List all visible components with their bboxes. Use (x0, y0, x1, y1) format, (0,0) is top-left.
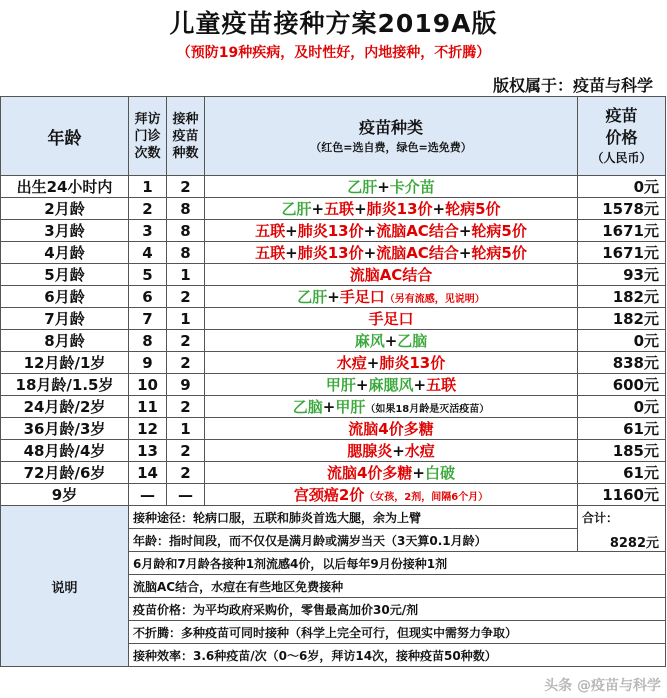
note-line: 6月龄和7月龄各接种1剂流感4价，以后每年9月份接种1剂 (129, 552, 666, 575)
age-cell: 7月龄 (1, 308, 129, 330)
table-row (1, 176, 666, 198)
price-cell: 838元 (578, 352, 666, 374)
price-cell: 0元 (578, 176, 666, 198)
price-cell: 1160元 (578, 484, 666, 506)
vaccine-cell (205, 264, 578, 286)
vaccine-name: + (363, 222, 377, 240)
table-row (1, 308, 666, 330)
visits-cell: 1 (129, 176, 167, 198)
page-title: 儿童疫苗接种方案2019A版 (169, 9, 498, 38)
price-cell: 600元 (578, 374, 666, 396)
vaccine-name: + (354, 200, 367, 218)
vaccine-cell (205, 374, 578, 396)
vaccine-name: 流脑AC结合 (349, 266, 433, 284)
doses-cell: 1 (167, 264, 205, 286)
age-cell: 8月龄 (1, 330, 129, 352)
vaccine-name: 手足口 (368, 310, 414, 328)
note-line: 接种效率：3.6种疫苗/次（0～6岁，拜访14次，接种疫苗50种数） (129, 644, 666, 667)
table-header-row (1, 97, 666, 176)
vaccine-name: + (384, 332, 398, 350)
price-cell: 61元 (578, 462, 666, 484)
table-row (1, 440, 666, 462)
vaccine-name: 卡介苗 (389, 178, 435, 196)
page-subtitle: （预防19种疾病，及时性好，内地接种，不折腾） (176, 45, 491, 61)
vaccine-cell (205, 396, 578, 418)
age-cell: 5月龄 (1, 264, 129, 286)
doses-cell: 2 (167, 286, 205, 308)
doses-cell: 8 (167, 242, 205, 264)
price-cell: 185元 (578, 440, 666, 462)
table-row (1, 286, 666, 308)
vaccine-name: 乙肝 (297, 288, 328, 306)
total-cell (578, 506, 666, 552)
age-cell: 24月龄/2岁 (1, 396, 129, 418)
price-cell: 61元 (578, 418, 666, 440)
vaccine-name: 乙脑 (397, 332, 428, 350)
note-line: 年龄：指时间段，而不仅仅是满月龄或满岁当天（3天算0.1月龄） (129, 529, 578, 552)
vaccine-name: 甲肝 (335, 398, 366, 416)
vaccine-name: 流脑4价多糖 (326, 464, 413, 482)
vaccine-name: 乙肝 (281, 200, 312, 218)
table-row (1, 418, 666, 440)
age-cell: 2月龄 (1, 198, 129, 220)
age-cell: 4月龄 (1, 242, 129, 264)
visits-cell: 6 (129, 286, 167, 308)
vaccine-cell (205, 418, 578, 440)
doses-cell: 2 (167, 440, 205, 462)
notes-section (1, 506, 666, 667)
vaccine-name: + (363, 244, 377, 262)
doses-cell: 2 (167, 396, 205, 418)
table-body (1, 176, 666, 506)
notes-label: 说明 (1, 506, 129, 667)
vaccine-name: + (327, 288, 340, 306)
vaccine-name: + (412, 464, 425, 482)
note-line: 疫苗价格：为平均政府采购价，零售最高加价30元/剂 (129, 598, 666, 621)
vaccine-name: 麻风 (354, 332, 385, 350)
vaccine-name: 五联 (324, 200, 355, 218)
vaccine-name: 流脑AC结合 (376, 222, 459, 240)
table-row (1, 352, 666, 374)
visits-cell: 2 (129, 198, 167, 220)
header-vaccine: 疫苗种类 （红色=选自费，绿色=选免费） (205, 97, 578, 176)
vaccine-name: 腮腺炎 (347, 442, 393, 460)
doses-cell: 8 (167, 220, 205, 242)
notes-row (1, 506, 666, 529)
visits-cell: 14 (129, 462, 167, 484)
price-cell: 182元 (578, 286, 666, 308)
vaccine-name: + (355, 376, 369, 394)
vaccine-cell (205, 198, 578, 220)
price-cell: 1578元 (578, 198, 666, 220)
vaccine-cell (205, 484, 578, 506)
vaccine-name: + (458, 244, 472, 262)
visits-cell: 9 (129, 352, 167, 374)
vaccine-name: + (311, 200, 325, 218)
doses-cell: 1 (167, 308, 205, 330)
doses-cell: — (167, 484, 205, 506)
vaccine-name: + (392, 442, 405, 460)
vaccine-name: + (285, 244, 298, 262)
visits-cell: 3 (129, 220, 167, 242)
header-doses: 接种 疫苗 种数 (167, 97, 205, 176)
vaccine-name: 五联 (255, 244, 286, 262)
vaccine-name: 肺炎13价 (366, 200, 433, 218)
visits-cell: 10 (129, 374, 167, 396)
visits-cell: 4 (129, 242, 167, 264)
vaccine-name: 流脑4价多糖 (348, 420, 434, 438)
visits-cell: 5 (129, 264, 167, 286)
age-cell: 6月龄 (1, 286, 129, 308)
age-cell: 出生24小时内 (1, 176, 129, 198)
vaccine-name: + (458, 222, 472, 240)
note-line: 流脑AC结合，水痘在有些地区免费接种 (129, 575, 666, 598)
vaccine-name: + (432, 200, 446, 218)
visits-cell: 12 (129, 418, 167, 440)
vaccine-cell (205, 352, 578, 374)
doses-cell: 8 (167, 198, 205, 220)
vaccine-name: 麻腮风 (368, 376, 414, 394)
watermark: 头条 @疫苗与科学 (544, 678, 661, 694)
total-label: 合计： (582, 511, 619, 525)
vaccine-cell (205, 220, 578, 242)
table-row (1, 330, 666, 352)
note-line: 接种途径：轮病口服，五联和肺炎首选大腿，余为上臂 (129, 506, 578, 529)
age-cell: 3月龄 (1, 220, 129, 242)
price-cell: 182元 (578, 308, 666, 330)
visits-cell: 11 (129, 396, 167, 418)
table-row (1, 264, 666, 286)
vaccine-cell (205, 308, 578, 330)
doses-cell: 2 (167, 352, 205, 374)
vaccine-cell (205, 462, 578, 484)
vaccine-name: 五联 (426, 376, 457, 394)
age-cell: 18月龄/1.5岁 (1, 374, 129, 396)
price-cell: 0元 (578, 330, 666, 352)
vaccine-name: 乙脑 (292, 398, 323, 416)
header-age: 年龄 (1, 97, 129, 176)
table-row (1, 198, 666, 220)
vaccine-name: + (322, 398, 336, 416)
table-row (1, 484, 666, 506)
visits-cell: — (129, 484, 167, 506)
doses-cell: 1 (167, 418, 205, 440)
vaccine-cell (205, 286, 578, 308)
visits-cell: 8 (129, 330, 167, 352)
table-row (1, 220, 666, 242)
price-cell: 1671元 (578, 242, 666, 264)
age-cell: 9岁 (1, 484, 129, 506)
table-row (1, 462, 666, 484)
vaccine-name: + (285, 222, 298, 240)
vaccine-name: 流脑AC结合 (376, 244, 459, 262)
price-cell: 1671元 (578, 220, 666, 242)
vaccine-cell (205, 440, 578, 462)
copyright-label: 版权属于：疫苗与科学 (492, 76, 653, 95)
vaccine-cell (205, 176, 578, 198)
doses-cell: 2 (167, 330, 205, 352)
vaccine-name: 肺炎13价 (297, 244, 364, 262)
vaccine-cell (205, 330, 578, 352)
header-price: 疫苗 价格 （人民币） (578, 97, 666, 176)
vaccine-name: 五联 (255, 222, 286, 240)
table-row (1, 396, 666, 418)
visits-cell: 7 (129, 308, 167, 330)
total-value: 8282元 (609, 536, 659, 551)
age-cell: 36月龄/3岁 (1, 418, 129, 440)
vaccine-name: 肺炎13价 (379, 354, 446, 372)
vaccine-name: 宫颈癌2价 (293, 486, 365, 504)
price-cell: 93元 (578, 264, 666, 286)
vaccine-name: 白破 (425, 464, 456, 482)
header-visits: 拜访 门诊 次数 (129, 97, 167, 176)
vaccine-name: 轮病5价 (445, 200, 501, 218)
vaccine-name: 肺炎13价 (297, 222, 364, 240)
visits-cell: 13 (129, 440, 167, 462)
vaccine-note: （如果18月龄是灭活疫苗） (365, 404, 490, 415)
vaccine-name: 水痘 (336, 354, 367, 372)
vaccine-table (0, 96, 666, 667)
vaccine-name: 水痘 (404, 442, 435, 460)
vaccine-note: （女孩，2剂，间隔6个月） (364, 492, 489, 503)
vaccine-note: （另有流感，见说明） (384, 294, 485, 305)
note-line: 不折腾：多种疫苗可同时接种（科学上完全可行，但现实中需努力争取） (129, 621, 666, 644)
vaccine-cell (205, 242, 578, 264)
age-cell: 12月龄/1岁 (1, 352, 129, 374)
table-row (1, 374, 666, 396)
vaccine-name: 甲肝 (325, 376, 356, 394)
doses-cell: 9 (167, 374, 205, 396)
vaccine-name: + (366, 354, 380, 372)
vaccine-name: 乙肝 (347, 178, 378, 196)
doses-cell: 2 (167, 462, 205, 484)
vaccine-name: + (413, 376, 427, 394)
vaccine-name: 手足口 (339, 288, 385, 306)
vaccine-name: 轮病5价 (471, 244, 527, 262)
age-cell: 48月龄/4岁 (1, 440, 129, 462)
table-row (1, 242, 666, 264)
price-cell: 0元 (578, 396, 666, 418)
doses-cell: 2 (167, 176, 205, 198)
vaccine-name: 轮病5价 (471, 222, 527, 240)
vaccine-name: + (377, 178, 390, 196)
age-cell: 72月龄/6岁 (1, 462, 129, 484)
